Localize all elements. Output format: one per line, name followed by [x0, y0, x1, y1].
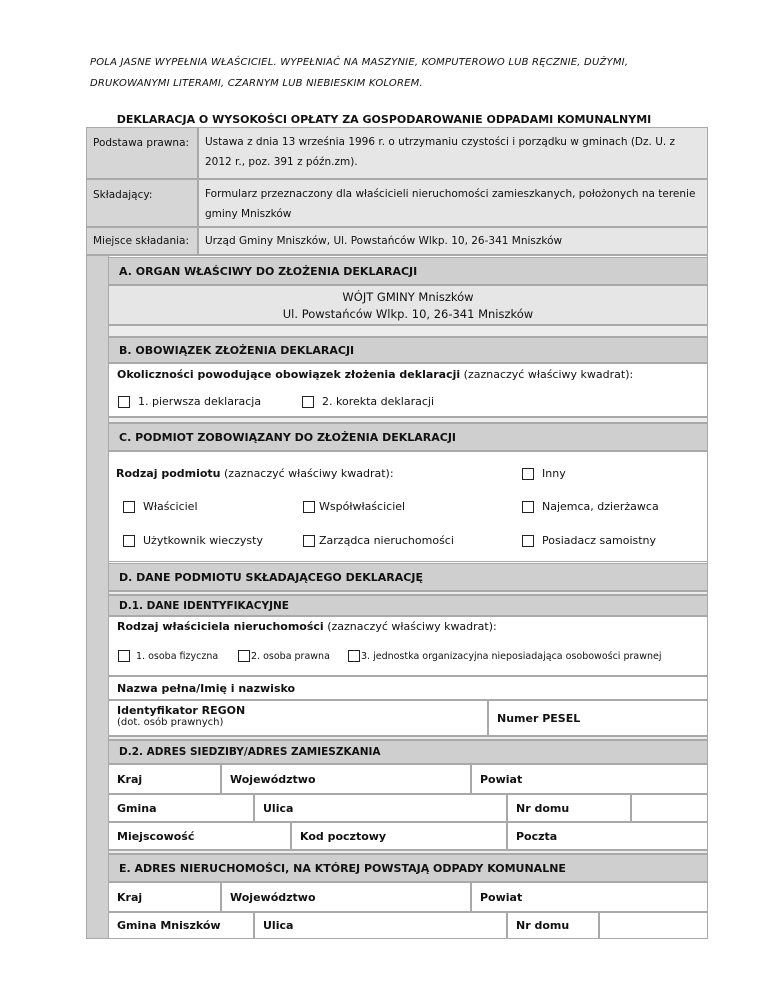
option-uzytkownik-label: Użytkownik wieczysty	[143, 534, 263, 547]
miejsce-value: Urząd Gminy Mniszków, Ul. Powstańców Wlkp. 10, 26-341 Mniszków	[198, 227, 708, 255]
option-jednostka[interactable]	[348, 650, 662, 662]
checkbox-osoba-fizyczna[interactable]	[118, 650, 130, 662]
option-wlasciciel-label: Właściciel	[143, 500, 198, 513]
nazwa-label: Nazwa pełna/Imię i nazwisko	[117, 681, 296, 695]
option-first-declaration-label: 1. pierwsza deklaracja	[138, 395, 262, 408]
instruction-line-2: DRUKOWANYMI LITERAMI, CZARNYM LUB NIEBIESKIM KOLOREM.	[90, 78, 423, 89]
e-wojewodztwo-field[interactable]	[221, 882, 471, 912]
checkbox-osoba-prawna[interactable]	[238, 650, 250, 662]
option-osoba-prawna[interactable]	[238, 650, 330, 662]
section-d1-header: D.1. DANE IDENTYFIKACYJNE	[108, 595, 708, 616]
section-b-header: B. OBOWIĄZEK ZŁOŻENIA DEKLARACJI	[108, 337, 708, 363]
checkbox-wlasciciel[interactable]	[123, 501, 135, 513]
regon-label: Identyfikator REGON	[117, 704, 246, 717]
d-kraj-label: Kraj	[117, 772, 143, 786]
checkbox-wspolwlasciciel[interactable]	[303, 501, 315, 513]
d-powiat-label: Powiat	[480, 772, 523, 786]
pesel-label: Numer PESEL	[497, 711, 581, 725]
option-najemca-label: Najemca, dzierżawca	[542, 500, 659, 513]
owner-type-question	[117, 620, 707, 633]
option-uzytkownik[interactable]	[123, 534, 263, 547]
regon-field[interactable]	[108, 700, 488, 736]
checkbox-posiadacz[interactable]	[522, 535, 534, 547]
d-ulica-label: Ulica	[263, 801, 294, 815]
form-sidebar	[86, 255, 109, 939]
d-nr-lokalu-field[interactable]	[631, 794, 708, 822]
checkbox-zarzadca[interactable]	[303, 535, 315, 547]
checkbox-correction[interactable]	[302, 396, 314, 408]
d-kod-label: Kod pocztowy	[300, 829, 387, 843]
option-inny-label: Inny	[542, 467, 566, 480]
section-e-header: E. ADRES NIERUCHOMOŚCI, NA KTÓREJ POWSTAJĄ ODPADY KOMUNALNE	[108, 854, 708, 882]
d-powiat-field[interactable]	[471, 764, 708, 794]
d-gmina-label: Gmina	[117, 801, 157, 815]
option-posiadacz[interactable]	[522, 534, 656, 547]
d-poczta-label: Poczta	[516, 829, 558, 843]
option-osoba-fizyczna[interactable]	[118, 650, 218, 662]
section-c-question	[116, 467, 394, 480]
d-wojewodztwo-field[interactable]	[221, 764, 471, 794]
section-c-question-rest: (zaznaczyć właściwy kwadrat):	[220, 467, 394, 480]
option-inny[interactable]	[522, 467, 566, 480]
organ-name: WÓJT GMINY Mniszków	[342, 290, 474, 304]
option-zarzadca-label: Zarządca nieruchomości	[319, 534, 454, 547]
d-miejscowosc-field[interactable]	[108, 822, 291, 850]
section-b-question-bold: Okoliczności powodujące obowiązek złożenia deklaracji	[117, 368, 461, 381]
e-nr-domu-label: Nr domu	[516, 919, 570, 932]
podstawa-value: Ustawa z dnia 13 września 1996 r. o utrzymaniu czystości i porządku w gminach (Dz. U. z 2012 r., poz. 391 z późn.zm).	[198, 127, 708, 179]
d-nr-domu-field[interactable]	[507, 794, 631, 822]
regon-sublabel: (dot. osób prawnych)	[117, 717, 224, 728]
option-wlasciciel[interactable]	[123, 500, 198, 513]
podstawa-label: Podstawa prawna:	[86, 127, 198, 179]
section-a-header: A. ORGAN WŁAŚCIWY DO ZŁOŻENIA DEKLARACJI	[108, 257, 708, 285]
d-wojewodztwo-label: Województwo	[230, 772, 316, 786]
option-osoba-fizyczna-label: 1. osoba fizyczna	[136, 650, 219, 662]
d-nr-domu-label: Nr domu	[516, 801, 570, 815]
checkbox-najemca[interactable]	[522, 501, 534, 513]
owner-type-row	[108, 616, 708, 676]
e-powiat-label: Powiat	[480, 890, 523, 904]
owner-type-question-bold: Rodzaj właściciela nieruchomości	[117, 620, 324, 633]
form-title: DEKLARACJA O WYSOKOŚCI OPŁATY ZA GOSPODAROWANIE ODPADAMI KOMUNALNYMI	[116, 113, 652, 126]
section-c-question-bold: Rodzaj podmiotu	[116, 467, 221, 480]
section-a-spacer	[108, 325, 708, 337]
section-a-body	[108, 285, 708, 325]
d-gmina-field[interactable]	[108, 794, 254, 822]
e-ulica-field[interactable]	[254, 912, 507, 939]
option-jednostka-label: 3. jednostka organizacyjna nieposiadająca osobowości prawnej	[361, 650, 662, 662]
e-kraj-label: Kraj	[117, 890, 143, 904]
section-b-body	[108, 363, 708, 417]
d-poczta-field[interactable]	[507, 822, 708, 850]
e-wojewodztwo-label: Województwo	[230, 890, 316, 904]
checkbox-first-declaration[interactable]	[118, 396, 130, 408]
section-c-header: C. PODMIOT ZOBOWIĄZANY DO ZŁOŻENIA DEKLARACJI	[108, 423, 708, 451]
option-correction[interactable]	[302, 395, 434, 408]
e-gmina-field[interactable]	[108, 912, 254, 939]
skladajacy-value: Formularz przeznaczony dla właścicieli nieruchomości zamieszkanych, położonych na terenie gminy Mniszków	[198, 179, 708, 227]
option-osoba-prawna-label: 2. osoba prawna	[251, 650, 330, 662]
nazwa-field[interactable]	[108, 676, 708, 700]
d-kod-field[interactable]	[291, 822, 507, 850]
d-miejscowosc-label: Miejscowość	[117, 829, 195, 843]
e-gmina-label: Gmina Mniszków	[117, 919, 221, 932]
e-kraj-field[interactable]	[108, 882, 221, 912]
skladajacy-label: Składający:	[86, 179, 198, 227]
e-ulica-label: Ulica	[263, 919, 294, 932]
checkbox-uzytkownik[interactable]	[123, 535, 135, 547]
option-najemca[interactable]	[522, 500, 659, 513]
instruction-line-1: POLA JASNE WYPEŁNIA WŁAŚCICIEL. WYPEŁNIAĆ NA MASZYNIE, KOMPUTEROWO LUB RĘCZNIE, DUŻYMI,	[90, 57, 629, 68]
option-wspolwlasciciel[interactable]	[303, 500, 405, 513]
d-ulica-field[interactable]	[254, 794, 507, 822]
option-posiadacz-label: Posiadacz samoistny	[542, 534, 657, 547]
section-b-question-rest: (zaznaczyć właściwy kwadrat):	[460, 368, 634, 381]
e-powiat-field[interactable]	[471, 882, 708, 912]
d-kraj-field[interactable]	[108, 764, 221, 794]
e-nr-domu-field[interactable]	[507, 912, 599, 939]
checkbox-inny[interactable]	[522, 468, 534, 480]
organ-address: Ul. Powstańców Wlkp. 10, 26-341 Mniszków	[282, 307, 534, 321]
section-d2-header: D.2. ADRES SIEDZIBY/ADRES ZAMIESZKANIA	[108, 740, 708, 764]
option-zarzadca[interactable]	[303, 534, 454, 547]
pesel-field[interactable]	[488, 700, 708, 736]
owner-type-question-rest: (zaznaczyć właściwy kwadrat):	[323, 620, 497, 633]
checkbox-jednostka[interactable]	[348, 650, 360, 662]
section-b-question	[117, 368, 707, 381]
section-d-header: D. DANE PODMIOTU SKŁADAJĄCEGO DEKLARACJĘ	[108, 563, 708, 591]
option-wspolwlasciciel-label: Współwłaściciel	[319, 500, 406, 513]
e-nr-lokalu-field[interactable]	[599, 912, 708, 939]
option-first-declaration[interactable]	[118, 395, 261, 408]
miejsce-label: Miejsce składania:	[86, 227, 198, 255]
option-correction-label: 2. korekta deklaracji	[322, 395, 435, 408]
